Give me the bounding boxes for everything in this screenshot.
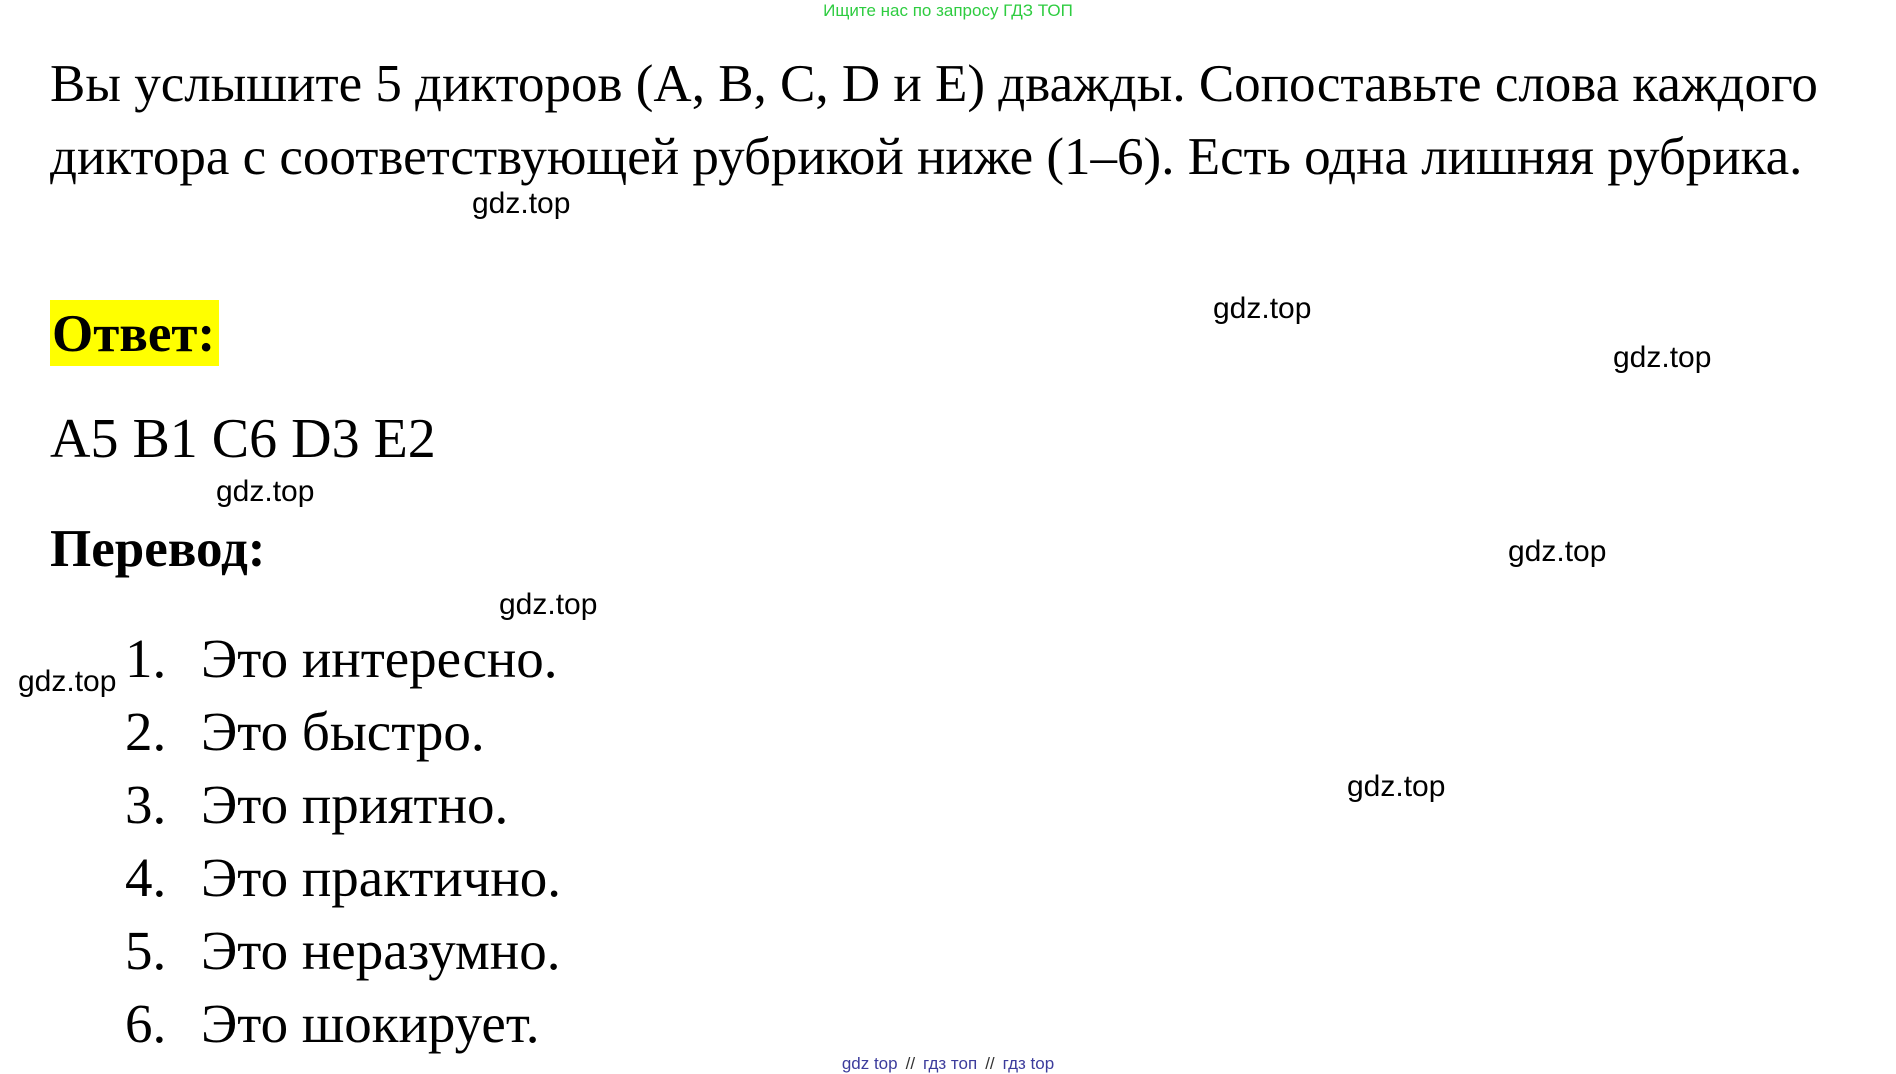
item-text: Это шокирует.	[201, 993, 540, 1054]
item-text: Это интересно.	[201, 628, 558, 689]
item-number: 3.	[125, 774, 167, 835]
item-text: Это приятно.	[201, 774, 509, 835]
item-text: Это быстро.	[201, 701, 485, 762]
item-number: 2.	[125, 701, 167, 762]
watermark: gdz.top	[1613, 341, 1712, 374]
translation-list	[125, 622, 561, 1060]
bottom-link-3[interactable]: гдз top	[1002, 1054, 1055, 1073]
separator: //	[985, 1054, 995, 1073]
watermark: gdz.top	[472, 187, 571, 220]
list-item	[125, 695, 561, 768]
item-number: 1.	[125, 628, 167, 689]
watermark: gdz.top	[1508, 535, 1607, 568]
item-text: Это неразумно.	[201, 920, 561, 981]
task-text: Вы услышите 5 дикторов (A, B, C, D и E) дважды. Сопоставьте слова каждого диктора с соответствующей рубрикой ниже (1–6). Есть одна лишняя рубрика.	[50, 55, 1818, 186]
answer-heading: Ответ:	[50, 300, 219, 366]
translation-heading: Перевод:	[50, 520, 266, 578]
top-banner-link[interactable]: Ищите нас по запросу ГДЗ ТОП	[823, 1, 1073, 20]
item-number: 4.	[125, 847, 167, 908]
answer-text: A5 B1 C6 D3 E2	[50, 408, 436, 470]
watermark: gdz.top	[499, 588, 598, 621]
bottom-link-2[interactable]: гдз топ	[923, 1054, 978, 1073]
item-text: Это практично.	[201, 847, 562, 908]
list-item	[125, 622, 561, 695]
bottom-link-1[interactable]: gdz top	[841, 1054, 898, 1073]
watermark: gdz.top	[18, 665, 117, 698]
watermark: gdz.top	[1213, 292, 1312, 325]
list-item	[125, 987, 561, 1060]
item-number: 6.	[125, 993, 167, 1054]
watermark: gdz.top	[216, 475, 315, 508]
list-item	[125, 768, 561, 841]
separator: //	[905, 1054, 916, 1073]
list-item	[125, 841, 561, 914]
list-item	[125, 914, 561, 987]
bottom-banner	[0, 1054, 1896, 1074]
item-number: 5.	[125, 920, 167, 981]
watermark: gdz.top	[1347, 770, 1446, 803]
